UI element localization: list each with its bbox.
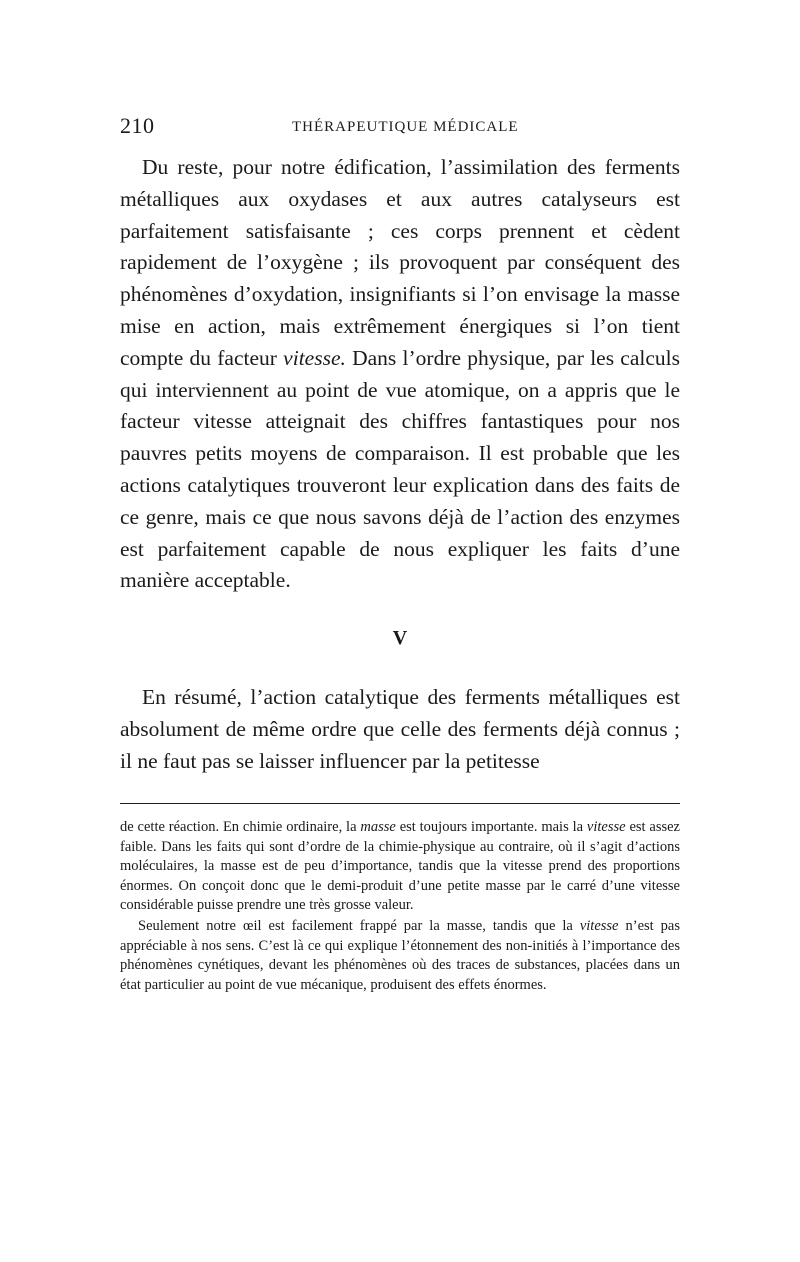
paragraph-summary: En résumé, l’action catalytique des ferments métalliques est absolument de même ordre que celle des ferments déjà connus ; il ne faut pas se laisser influencer par la petitesse [120, 685, 680, 773]
footnote-2-text-2: n’est pas appréciable à nos sens. C’est là ce qui explique l’étonnement des non-initiés à l’importance des phénomènes cynétiques, devant les phénomènes où des traces de substances, placées dans un état particulier au point de vue mécanique, produisent des effets énormes. [120, 918, 680, 993]
paragraph-main-italic-vitesse: vitesse. [283, 345, 346, 370]
footnote-1-text-2: est toujours importante. mais la [395, 819, 587, 835]
paragraph-main-text-1: Du reste, pour notre édification, l’assimilation des ferments métalliques aux oxydases et aux autres catalyseurs est parfaitement satisfaisante ; ces corps prennent et cèdent rapidement de l’oxygène ; ils provoquent par conséquent des phénomènes d’oxydation, insignifiants si l’on envisage la masse mise en action, mais extrêmement énergiques si l’on tient compte du facteur [120, 155, 680, 370]
footnote-1-text-3: est assez faible. Dans les faits qui sont d’ordre de la chimie-physique au contraire, où il s’agit d’actions moléculaires, la masse est de peu d’importance, tandis que la vitesse prend des proportions énormes. On conçoit donc que le demi-produit d’une petite masse par le carré d’une vitesse considérable puisse prendre une très grosse valeur. [120, 819, 680, 914]
footnote-paragraph-2 [120, 917, 680, 995]
footnote-1-text-1: de cette réaction. En chimie ordinaire, la [120, 819, 361, 835]
footnote-2-text-1: Seulement notre œil est facilement frappé par la masse, tandis que la [138, 918, 580, 934]
paragraph-main [120, 152, 680, 597]
footnote-1-italic-masse: masse [360, 819, 396, 835]
page-header [120, 113, 680, 143]
footnote-divider [120, 803, 680, 804]
page-number: 210 [120, 113, 155, 138]
running-title: THÉRAPEUTIQUE MÉDICALE [292, 119, 519, 135]
section-heading [0, 627, 800, 650]
paragraph-main-text-2: Dans l’ordre physique, par les calculs qui interviennent au point de vue atomique, on a appris que le facteur vitesse atteignait des chiffres fantastiques pour nos pauvres petits moyens de comparaison. Il est probable que les actions catalytiques trouveront leur explication dans des faits de ce genre, mais ce que nous savons déjà de l’action des enzymes est parfaitement capable de nous expliquer les faits d’une manière acceptable. [120, 345, 681, 593]
footnote-2-italic-vitesse: vitesse [579, 918, 619, 934]
footnote-1-italic-vitesse: vitesse [586, 819, 626, 835]
footnote-continued [120, 818, 680, 916]
section-numeral: V [392, 627, 408, 649]
